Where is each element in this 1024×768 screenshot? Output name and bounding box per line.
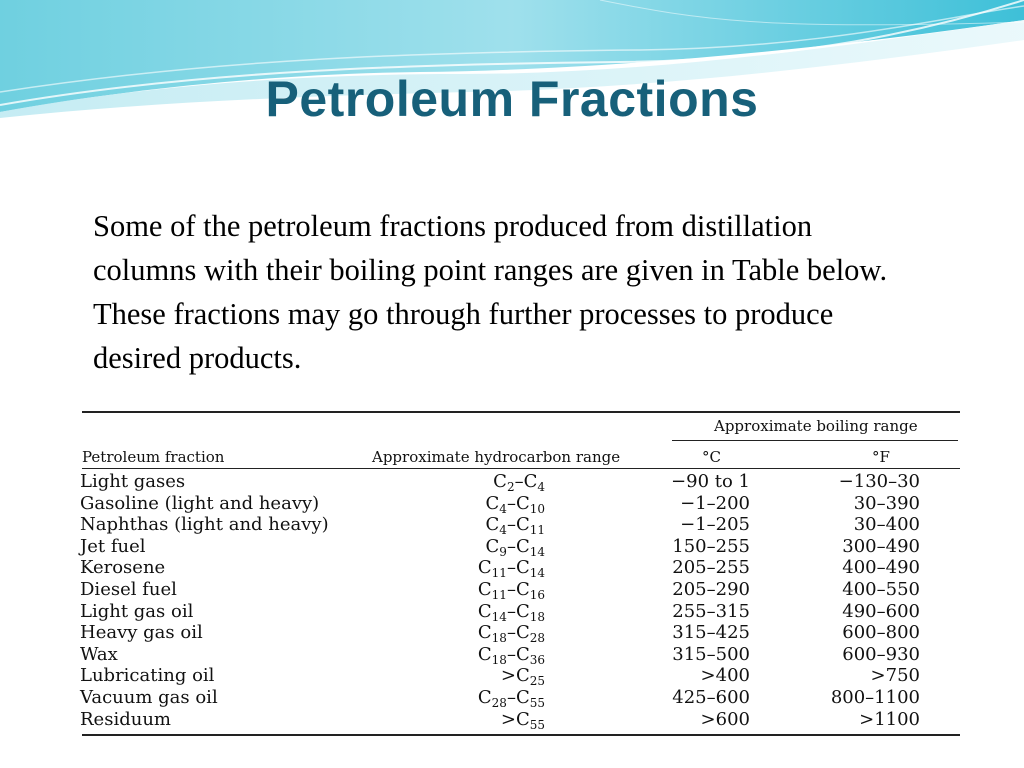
table-row bbox=[80, 644, 960, 666]
fraction-cell: Jet fuel bbox=[80, 535, 146, 557]
carbon-end-subscript: 11 bbox=[529, 523, 545, 538]
hydrocarbon-cell: $C_{11}-C_{14}$ bbox=[477, 557, 545, 581]
carbon-start-subscript: 55 bbox=[529, 717, 545, 732]
fahrenheit-cell: 300–490 bbox=[842, 535, 920, 557]
fahrenheit-cell: −130–30 bbox=[838, 471, 920, 492]
fraction-column-header: Petroleum fraction bbox=[82, 448, 225, 466]
hydrocarbon-cell: $C_9-C_{14}$ bbox=[485, 535, 545, 559]
petroleum-fractions-table bbox=[80, 408, 960, 738]
fahrenheit-cell: 400–550 bbox=[842, 578, 920, 600]
carbon-start-subscript: 28 bbox=[491, 695, 507, 710]
table-row bbox=[80, 493, 960, 515]
table-row bbox=[80, 601, 960, 623]
carbon-start-subscript: 18 bbox=[491, 652, 507, 667]
padding-cell bbox=[920, 514, 960, 536]
carbon-end-subscript: 14 bbox=[529, 566, 545, 581]
fahrenheit-cell: 800–1100 bbox=[830, 686, 920, 708]
hydrocarbon-cell: $C_4-C_{10}$ bbox=[485, 492, 545, 516]
carbon-end-subscript: 10 bbox=[529, 501, 545, 516]
padding-cell bbox=[920, 493, 960, 515]
fahrenheit-column-header: °F bbox=[872, 448, 890, 466]
celsius-cell: 425–600 bbox=[672, 686, 750, 708]
carbon-start-subscript: 11 bbox=[491, 587, 507, 602]
fraction-cell: Diesel fuel bbox=[80, 578, 177, 600]
padding-cell bbox=[920, 687, 960, 709]
celsius-cell: 315–425 bbox=[672, 622, 750, 644]
table-top-rule bbox=[82, 411, 960, 413]
boiling-range-header: Approximate boiling range bbox=[714, 417, 918, 435]
fahrenheit-cell: 600–800 bbox=[842, 622, 920, 644]
hydrocarbon-cell: $C_{18}-C_{36}$ bbox=[477, 643, 545, 667]
carbon-end-subscript: 14 bbox=[529, 544, 545, 559]
celsius-cell: 205–255 bbox=[672, 557, 750, 579]
carbon-end-subscript: 4 bbox=[537, 480, 545, 494]
hydrocarbon-cell: $C_{28}-C_{55}$ bbox=[477, 686, 545, 710]
table-row bbox=[80, 579, 960, 601]
celsius-cell: −1–200 bbox=[680, 492, 750, 514]
fraction-cell: Residuum bbox=[80, 708, 171, 730]
intro-paragraph: Some of the petroleum fractions produced from distillation columns with their boiling point ranges are given in Table below. These fractions may go through further processes to produce desired products. bbox=[93, 209, 888, 375]
celsius-cell: −90 to 1 bbox=[671, 471, 750, 492]
celsius-cell: 255–315 bbox=[672, 600, 750, 622]
fraction-cell: Light gas oil bbox=[80, 600, 194, 622]
carbon-start-subscript: 11 bbox=[491, 566, 507, 581]
fraction-cell: Lubricating oil bbox=[80, 665, 215, 687]
carbon-start-subscript: 14 bbox=[491, 609, 507, 624]
fraction-cell: Kerosene bbox=[80, 557, 166, 579]
table-row bbox=[80, 622, 960, 644]
celsius-cell: 315–500 bbox=[672, 643, 750, 665]
slide-title: Petroleum Fractions bbox=[265, 71, 759, 127]
fahrenheit-cell: 400–490 bbox=[842, 557, 920, 579]
hydrocarbon-cell: $C_4-C_{11}$ bbox=[485, 514, 545, 538]
fraction-cell: Wax bbox=[80, 643, 118, 665]
boiling-range-underline bbox=[672, 440, 958, 441]
fraction-cell: Vacuum gas oil bbox=[80, 686, 218, 708]
carbon-start-subscript: 4 bbox=[499, 523, 507, 538]
table-row bbox=[80, 687, 960, 709]
hydrocarbon-cell: $C_{18}-C_{28}$ bbox=[477, 622, 545, 646]
carbon-end-subscript: 55 bbox=[529, 695, 545, 710]
carbon-end-subscript: 36 bbox=[529, 652, 545, 667]
celsius-cell: >400 bbox=[700, 665, 750, 687]
celsius-cell: 205–290 bbox=[672, 578, 750, 600]
hydrocarbon-cell: $>C_{25}$ bbox=[500, 665, 545, 689]
fractions-table-body bbox=[80, 471, 960, 730]
padding-cell bbox=[920, 471, 960, 493]
padding-cell bbox=[920, 536, 960, 558]
fractions-data-table bbox=[80, 471, 960, 730]
fahrenheit-cell: >1100 bbox=[859, 708, 920, 730]
header-bottom-rule bbox=[82, 468, 960, 469]
fraction-cell: Heavy gas oil bbox=[80, 622, 203, 644]
carbon-end-subscript: 16 bbox=[529, 587, 545, 602]
table-row bbox=[80, 709, 960, 731]
hydrocarbon-cell: $C_2-C_4$ bbox=[493, 471, 545, 494]
carbon-start-subscript: 2 bbox=[506, 480, 515, 494]
table-bottom-rule bbox=[82, 734, 960, 736]
table-row bbox=[80, 665, 960, 687]
fahrenheit-cell: 600–930 bbox=[842, 643, 920, 665]
celsius-cell: −1–205 bbox=[680, 514, 750, 536]
carbon-start-subscript: 18 bbox=[491, 631, 507, 646]
table-row bbox=[80, 536, 960, 558]
fraction-cell: Naphthas (light and heavy) bbox=[80, 514, 329, 536]
padding-cell bbox=[920, 557, 960, 579]
padding-cell bbox=[920, 644, 960, 666]
carbon-end-subscript: 18 bbox=[529, 609, 545, 624]
fahrenheit-cell: >750 bbox=[870, 665, 920, 687]
celsius-cell: 150–255 bbox=[672, 535, 750, 557]
fahrenheit-cell: 30–390 bbox=[853, 492, 920, 514]
carbon-start-subscript: 25 bbox=[529, 674, 545, 689]
padding-cell bbox=[920, 601, 960, 623]
hydrocarbon-cell: $>C_{55}$ bbox=[500, 708, 545, 732]
hydrocarbon-column-header: Approximate hydrocarbon range bbox=[372, 448, 621, 466]
table-row bbox=[80, 471, 960, 493]
padding-cell bbox=[920, 709, 960, 731]
carbon-start-subscript: 9 bbox=[499, 544, 507, 559]
fahrenheit-cell: 30–400 bbox=[853, 514, 920, 536]
fahrenheit-cell: 490–600 bbox=[842, 600, 920, 622]
celsius-cell: >600 bbox=[700, 708, 750, 730]
hydrocarbon-cell: $C_{14}-C_{18}$ bbox=[477, 600, 545, 624]
padding-cell bbox=[920, 665, 960, 687]
padding-cell bbox=[920, 622, 960, 644]
fraction-cell: Gasoline (light and heavy) bbox=[80, 492, 320, 514]
celsius-column-header: °C bbox=[702, 448, 721, 466]
padding-cell bbox=[920, 579, 960, 601]
fraction-cell: Light gases bbox=[80, 471, 186, 492]
hydrocarbon-cell: $C_{11}-C_{16}$ bbox=[477, 578, 545, 602]
carbon-end-subscript: 28 bbox=[529, 631, 545, 646]
table-row bbox=[80, 514, 960, 536]
carbon-start-subscript: 4 bbox=[499, 501, 507, 516]
table-row bbox=[80, 557, 960, 579]
